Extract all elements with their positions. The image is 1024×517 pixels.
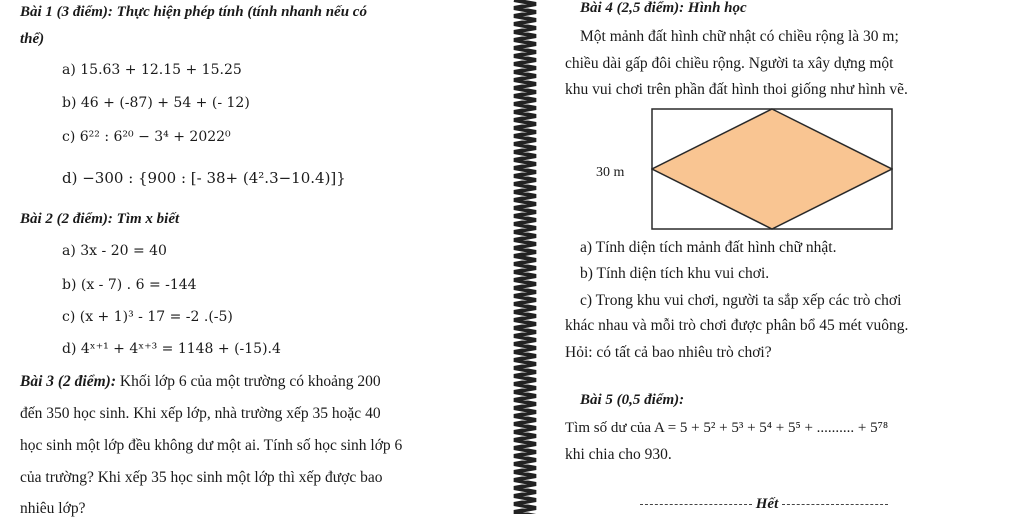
question-a: a) Tính diện tích mảnh đất hình chữ nhật. xyxy=(580,239,837,256)
bai5-title: Bài 5 (0,5 điểm): xyxy=(580,392,685,408)
bai5-line-1: Tìm số dư của A = 5 + 5² + 5³ + 5⁴ + 5⁵ + .......... + 5⁷⁸ xyxy=(565,420,889,436)
bai2-item-c: c) (x + 1)³ - 17 = -2 .(-5) xyxy=(62,309,233,325)
bai3-line-2: đến 350 học sinh. Khi xếp lớp, nhà trường xếp 35 hoặc 40 xyxy=(20,405,381,422)
bai1-item-a: a) 15.63 + 12.15 + 15.25 xyxy=(62,62,242,78)
end-dashes-right xyxy=(782,504,888,505)
bai2-item-b: b) (x - 7) . 6 = -144 xyxy=(62,277,197,293)
question-c: c) Trong khu vui chơi, người ta sắp xếp các trò chơi xyxy=(580,292,902,309)
bai5-line-2: khi chia cho 930. xyxy=(565,446,672,463)
question-c-line-3: Hỏi: có tất cả bao nhiêu trò chơi? xyxy=(565,344,772,361)
bai4-line-3: khu vui chơi trên phần đất hình thoi giống như hình vẽ. xyxy=(565,81,908,98)
bai1-item-b: b) 46 + (-87) + 54 + (- 12) xyxy=(62,95,250,111)
bai1-title: Bài 1 (3 điểm): Thực hiện phép tính (tính nhanh nếu có xyxy=(20,4,367,20)
bai3-line-1: Khối lớp 6 của một trường có khoảng 200 xyxy=(119,373,381,390)
bai4-line-2: chiều dài gấp đôi chiều rộng. Người ta xây dựng một xyxy=(565,55,894,72)
end-text: Hết xyxy=(755,496,779,512)
bai1-item-d: d) −300 : {900 : [- 38+ (4².3−10.4)]} xyxy=(62,169,346,187)
rhombus-figure xyxy=(651,108,893,230)
bai3-first-line xyxy=(20,373,381,390)
bai2-item-d: d) 4ˣ⁺¹ + 4ˣ⁺³ = 1148 + (-15).4 xyxy=(62,341,281,357)
bai3-line-5: nhiêu lớp? xyxy=(20,500,86,517)
bai2-title: Bài 2 (2 điểm): Tìm x biết xyxy=(20,211,180,227)
end-marker xyxy=(640,496,888,513)
bai1-title-continued: thể) xyxy=(20,31,45,47)
bai1-item-c: c) 6²² : 6²⁰ − 3⁴ + 2022⁰ xyxy=(62,129,231,145)
end-dashes-left xyxy=(640,504,752,505)
bai3-line-4: của trường? Khi xếp 35 học sinh một lớp thì xếp được bao xyxy=(20,469,383,486)
figure-width-label: 30 m xyxy=(596,165,625,180)
bai4-title: Bài 4 (2,5 điểm): Hình học xyxy=(580,0,747,16)
bai4-line-1: Một mảnh đất hình chữ nhật có chiều rộng là 30 m; xyxy=(580,28,899,45)
bai3-label: Bài 3 (2 điểm): xyxy=(20,373,116,390)
bai2-item-a: a) 3x - 20 = 40 xyxy=(62,243,167,259)
bai3-line-3: học sinh một lớp đều không dư một ai. Tính số học sinh lớp 6 xyxy=(20,437,403,454)
question-b: b) Tính diện tích khu vui chơi. xyxy=(580,265,770,282)
question-c-line-2: khác nhau và mỗi trò chơi được phân bổ 45 mét vuông. xyxy=(565,317,909,334)
binding-spine xyxy=(508,0,542,514)
